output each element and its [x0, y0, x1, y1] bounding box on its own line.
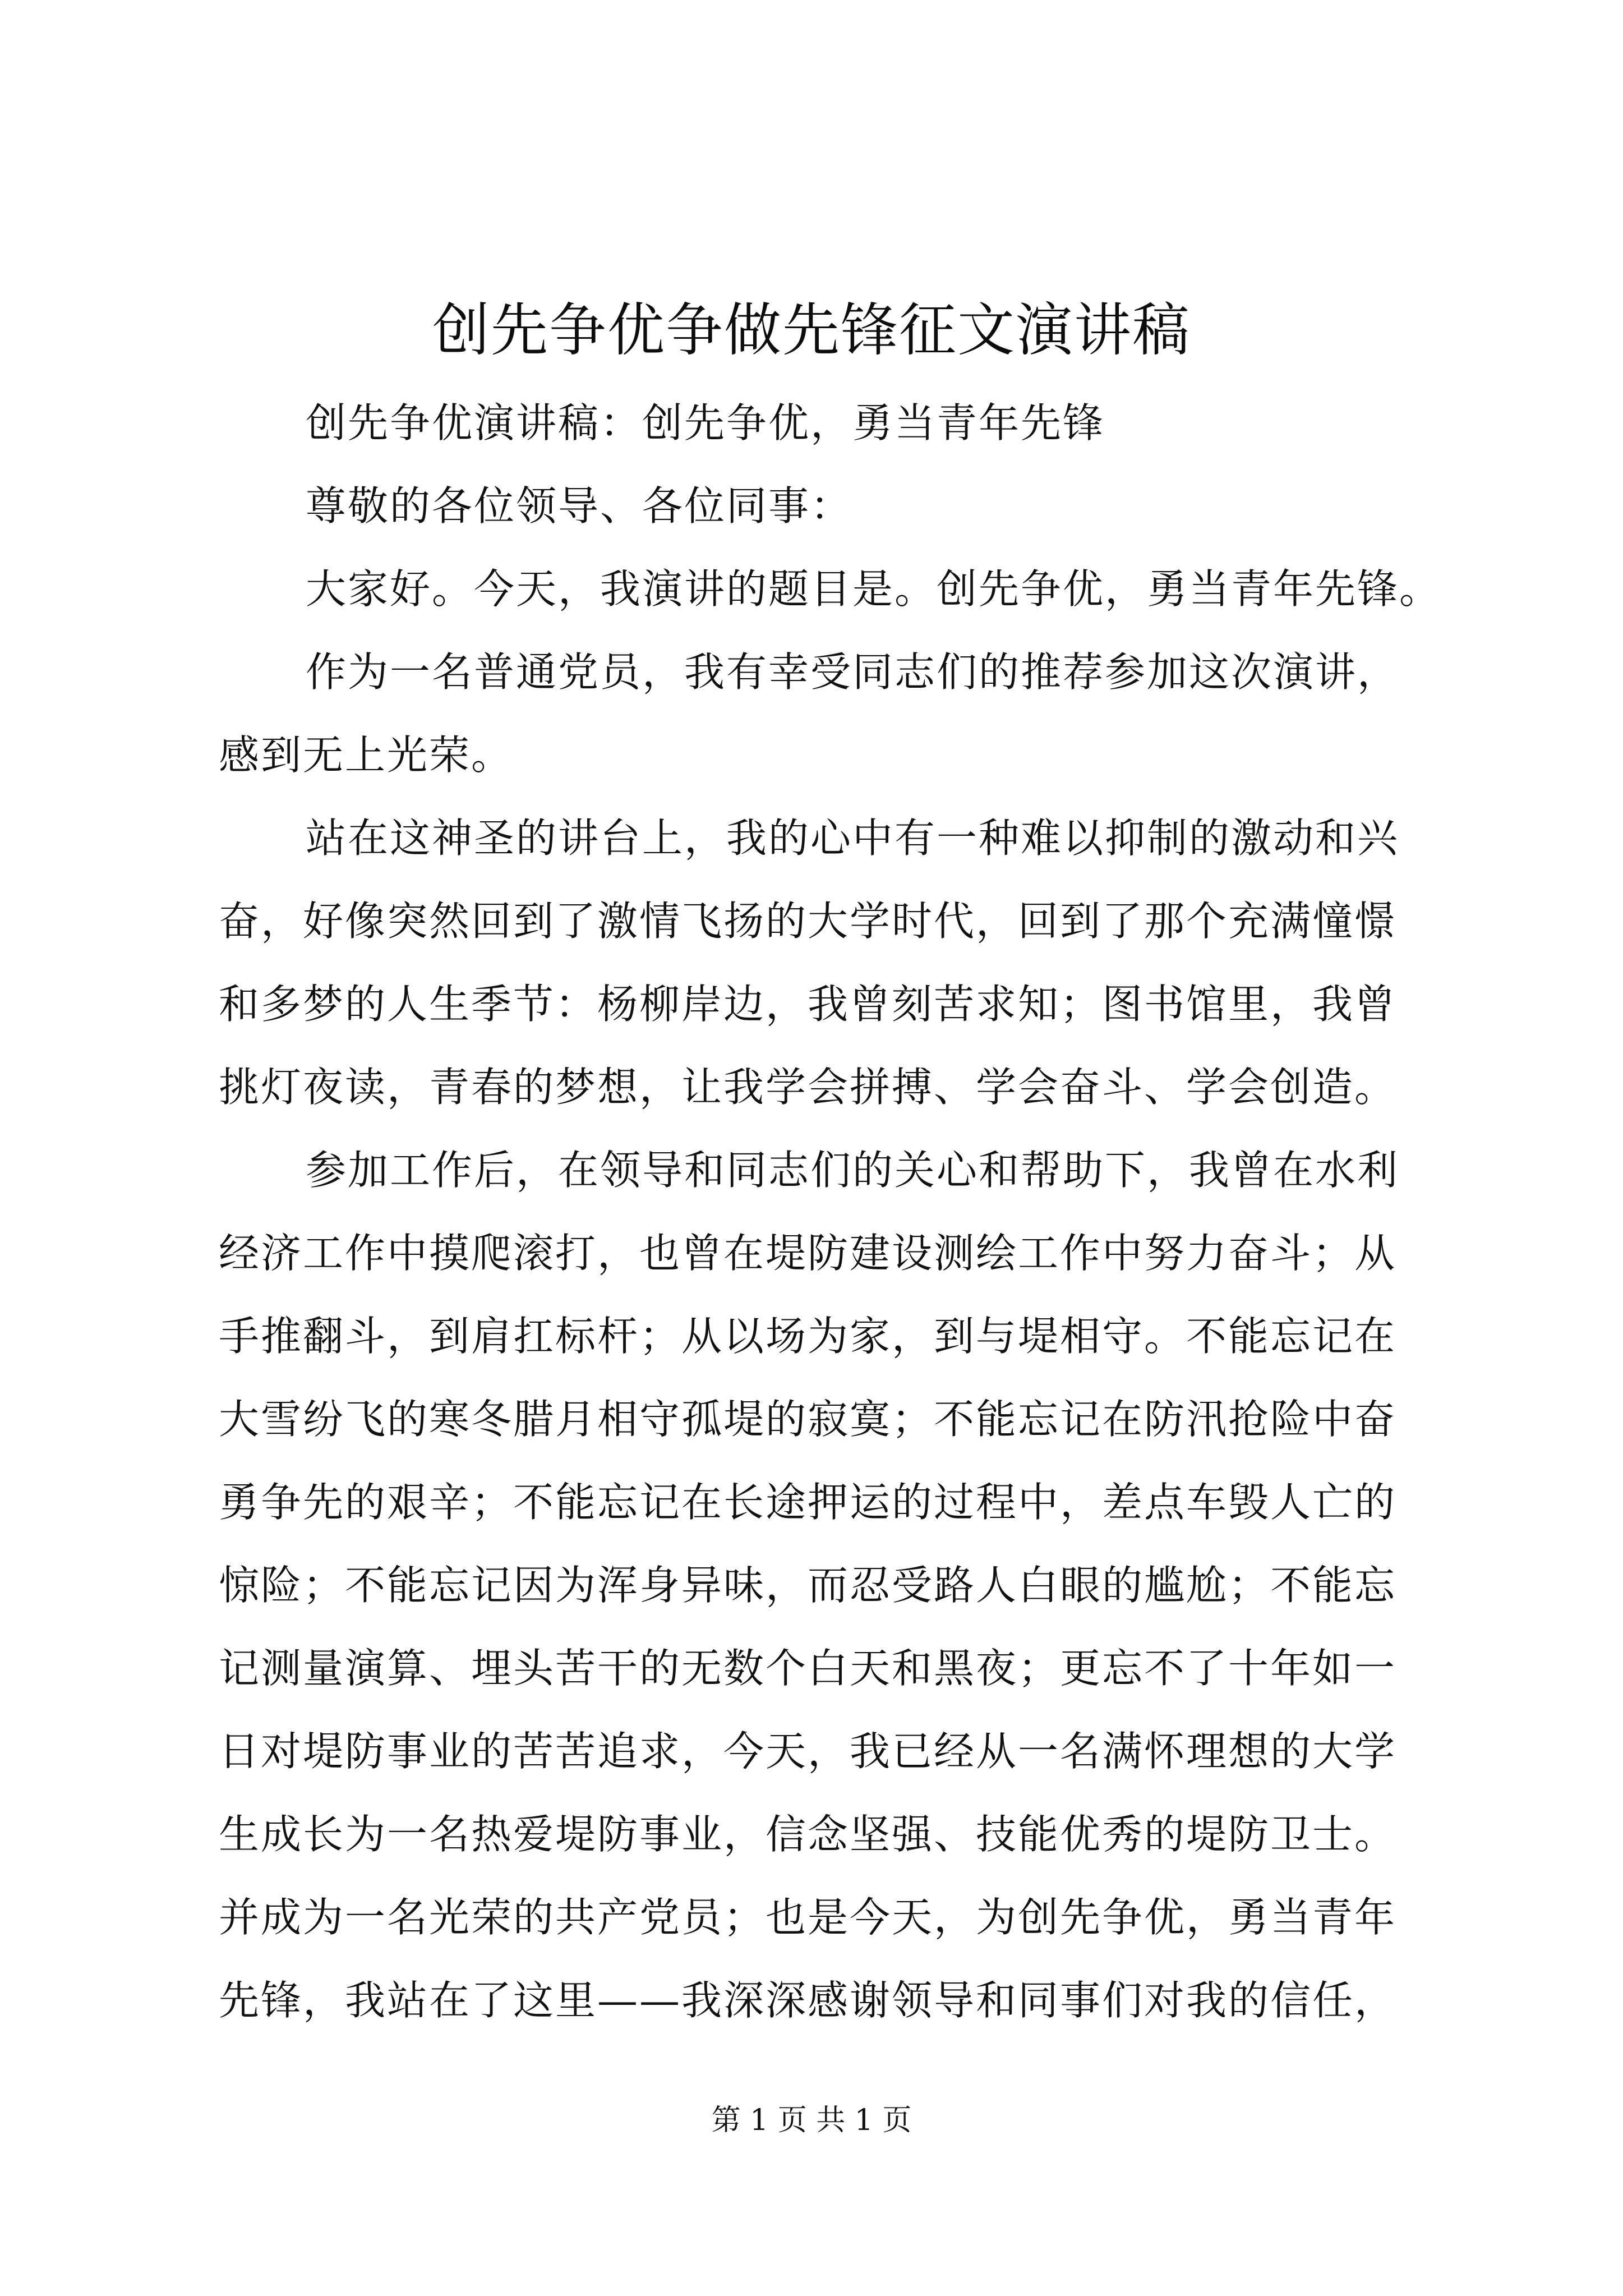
text-line: 惊险；不能忘记因为浑身异味，而忍受路人白眼的尴尬；不能忘: [219, 1562, 1397, 1609]
text-line: 经济工作中摸爬滚打，也曾在堤防建设测绘工作中努力奋斗；从: [219, 1230, 1397, 1277]
text-line: 记测量演算、埋头苦干的无数个白天和黑夜；更忘不了十年如一: [219, 1645, 1397, 1692]
text-line: 参加工作后，在领导和同志们的关心和帮助下，我曾在水利: [306, 1147, 1400, 1194]
text-line: 手推翻斗，到肩扛标杆；从以场为家，到与堤相守。不能忘记在: [219, 1313, 1397, 1360]
text-line: 先锋，我站在了这里——我深深感谢领导和同事们对我的信任，: [219, 1977, 1397, 2024]
text-line: 站在这神圣的讲台上，我的心中有一种难以抑制的激动和兴: [306, 815, 1400, 862]
text-line: 奋，好像突然回到了激情飞扬的大学时代，回到了那个充满憧憬: [219, 898, 1397, 945]
text-line: 挑灯夜读，青春的梦想，让我学会拼搏、学会奋斗、学会创造。: [219, 1064, 1397, 1111]
page-footer: 第 1 页 共 1 页: [711, 2104, 912, 2137]
text-line: 感到无上光荣。: [219, 731, 514, 779]
document-title: 创先争优争做先锋征文演讲稿: [432, 297, 1191, 364]
text-line: 勇争先的艰辛；不能忘记在长途押运的过程中，差点车毁人亡的: [219, 1479, 1397, 1526]
text-line: 作为一名普通党员，我有幸受同志们的推荐参加这次演讲，: [306, 648, 1400, 696]
text-line: 生成长为一名热爱堤防事业，信念坚强、技能优秀的堤防卫士。: [219, 1811, 1397, 1858]
text-line: 并成为一名光荣的共产党员；也是今天，为创先争优，勇当青年: [219, 1894, 1397, 1941]
text-line: 创先争优演讲稿：创先争优，勇当青年先锋: [306, 399, 1105, 447]
text-line: 大雪纷飞的寒冬腊月相守孤堤的寂寞；不能忘记在防汛抢险中奋: [219, 1396, 1397, 1443]
text-line: 尊敬的各位领导、各位同事：: [306, 482, 853, 530]
text-line: 大家好。今天，我演讲的题目是。创先争优，勇当青年先锋。: [306, 565, 1442, 613]
document-body: [219, 381, 1442, 2042]
text-line: 日对堤防事业的苦苦追求，今天，我已经从一名满怀理想的大学: [219, 1728, 1397, 1775]
text-line: 和多梦的人生季节：杨柳岸边，我曾刻苦求知；图书馆里，我曾: [219, 981, 1397, 1028]
